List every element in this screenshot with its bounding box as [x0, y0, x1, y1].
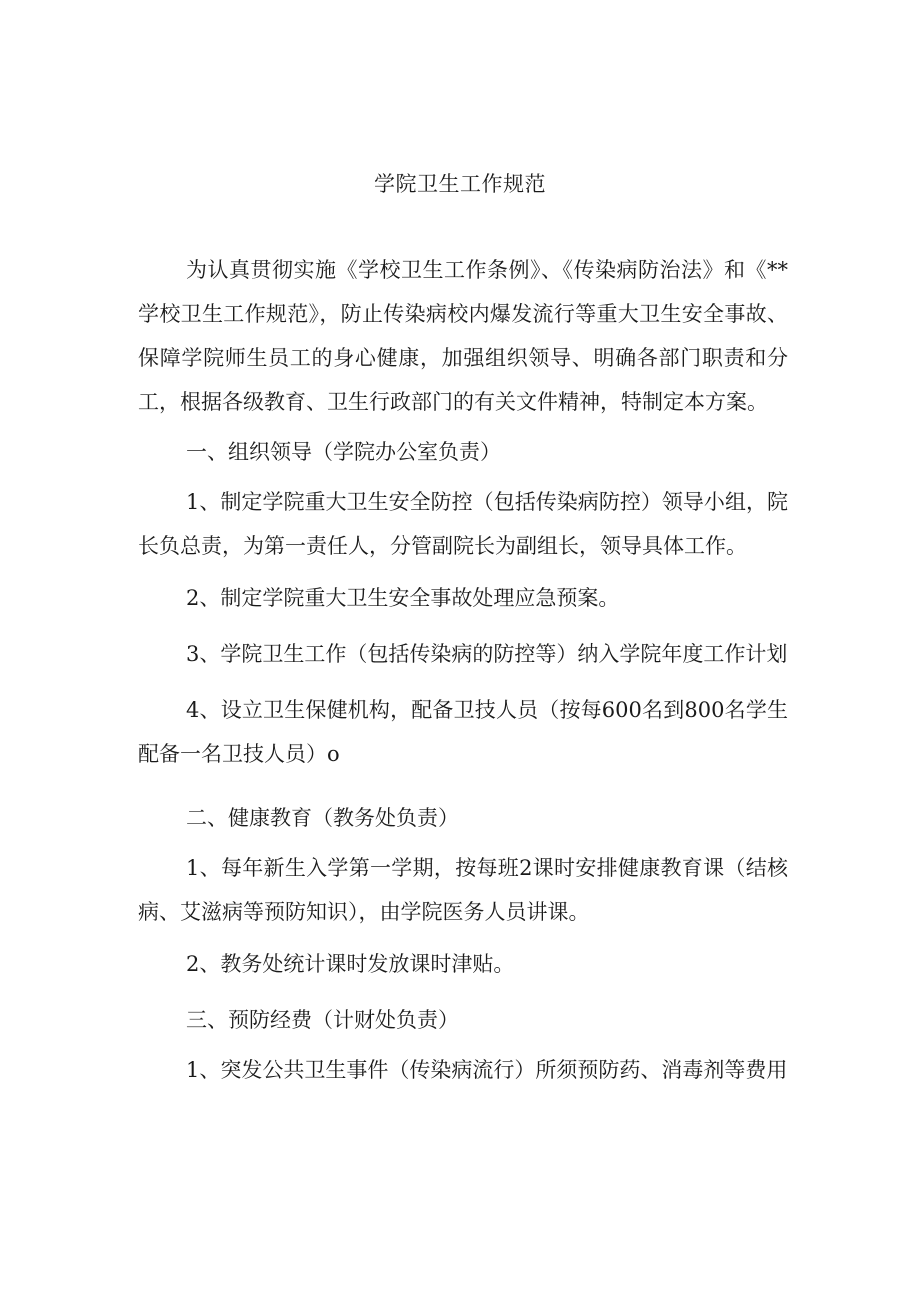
- section-heading-organization: 一、组织领导（学院办公室负责）: [186, 440, 501, 464]
- list-item: 1、制定学院重大卫生安全防控（包括传染病防控）领导小组，院长负总责，为第一责任人，分管副院长为副组长，领导具体工作。: [138, 490, 788, 558]
- section-heading-prevention-funding: 三、预防经费（计财处负责）: [186, 1008, 459, 1032]
- list-item: 3、学院卫生工作（包括传染病的防控等）纳入学院年度工作计划: [186, 642, 788, 666]
- list-item: 1、突发公共卫生事件（传染病流行）所须预防药、消毒剂等费用: [186, 1058, 788, 1082]
- list-item: 2、制定学院重大卫生安全事故处理应急预案。: [186, 586, 620, 610]
- intro-paragraph: 为认真贯彻实施《学校卫生工作条例》、《传染病防治法》和《**学校卫生工作规范》，防止传染病校内爆发流行等重大卫生安全事故、保障学院师生员工的身心健康，加强组织领导、明确各部门职责和分工，根据各级教育、卫生行政部门的有关文件精神，特制定本方案。: [138, 258, 788, 414]
- section-heading-health-education: 二、健康教育（教务处负责）: [186, 806, 459, 830]
- list-item: 4、设立卫生保健机构，配备卫技人员（按每600名到800名学生配备一名卫技人员）o: [138, 698, 788, 766]
- document-title: 学院卫生工作规范: [374, 172, 546, 196]
- document-body: [138, 248, 788, 1092]
- list-item: 1、每年新生入学第一学期，按每班2课时安排健康教育课（结核病、艾滋病等预防知识），由学院医务人员讲课。: [138, 856, 788, 924]
- list-item: 2、教务处统计课时发放课时津贴。: [186, 952, 515, 976]
